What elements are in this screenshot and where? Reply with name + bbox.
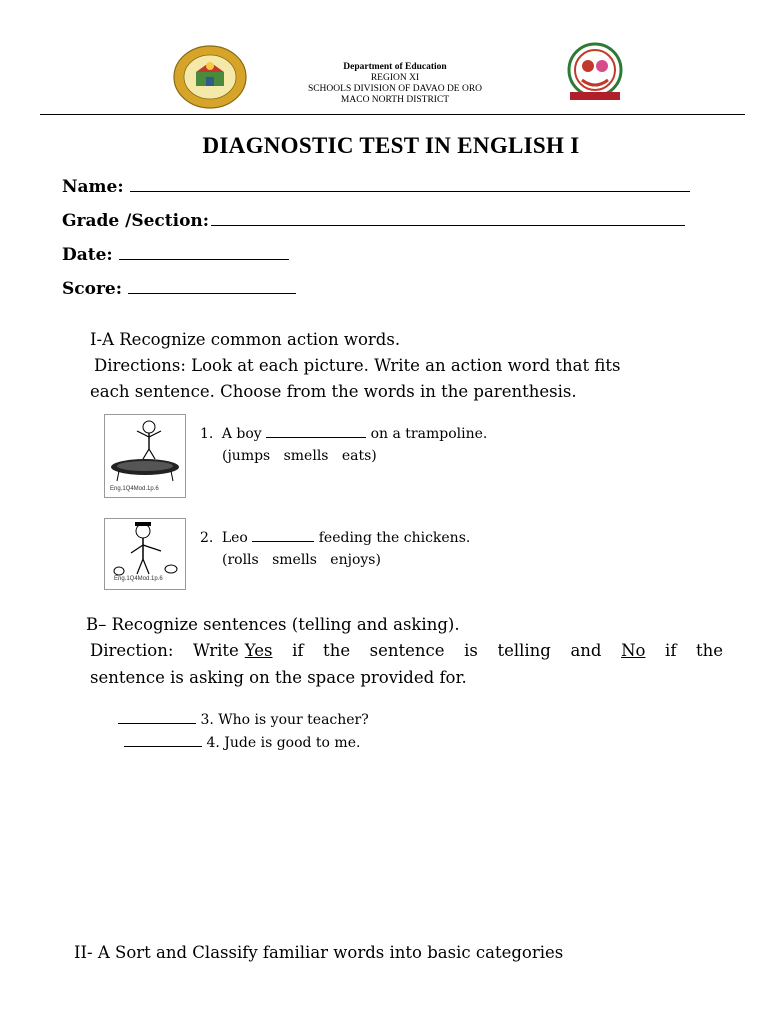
question-3 [118, 711, 369, 728]
question-2-choices: (rolls smells enjoys) [222, 552, 381, 568]
division-seal-logo [172, 44, 248, 110]
date-label: Date: [62, 245, 113, 265]
question-3-text: 3. Who is your teacher? [200, 712, 369, 728]
question-1-choices: (jumps smells eats) [222, 448, 377, 464]
question-1-blank[interactable] [266, 425, 366, 438]
score-label: Score: [62, 279, 123, 299]
header-region: REGION XI [370, 73, 420, 83]
section-b-directions-line1 [90, 641, 723, 660]
picture1-caption: Eng.1Q4Mod.1p.6 [110, 486, 159, 492]
date-blank[interactable] [119, 245, 289, 260]
question-1-text-a: A boy [221, 426, 262, 442]
question-4-text: 4. Jude is good to me. [206, 735, 361, 751]
question-2-text-a: Leo [221, 530, 248, 546]
score-blank[interactable] [128, 279, 296, 294]
section-1a-heading: I-A Recognize common action words. [90, 330, 401, 349]
date-field [62, 245, 289, 265]
score-field [62, 279, 296, 299]
question-2-text-b: feeding the chickens. [318, 530, 471, 546]
letterhead [260, 62, 530, 106]
section-2-heading: II- A Sort and Classify familiar words into basic categories [74, 943, 564, 962]
name-field [62, 177, 690, 197]
header-district: MACO NORTH DISTRICT [340, 95, 450, 105]
district-logo [552, 40, 638, 110]
header-division: SCHOOLS DIVISION OF DAVAO DE ORO [307, 84, 483, 94]
question-4 [124, 734, 360, 751]
direction-text-a: Direction: Write [90, 641, 239, 660]
section-1a-directions-line2: each sentence. Choose from the words in the parenthesis. [90, 382, 577, 401]
question-2 [200, 529, 470, 546]
name-label: Name: [62, 177, 124, 197]
grade-section-blank[interactable] [211, 211, 685, 226]
grade-section-field [62, 211, 685, 231]
direction-text-b: if the sentence is telling and [292, 641, 602, 660]
picture2-caption: Eng.1Q4Mod.1p.6 [114, 576, 163, 582]
section-b-directions-line2: sentence is asking on the space provided for. [90, 668, 467, 687]
question-2-number: 2. [200, 530, 214, 546]
direction-yes: Yes [244, 641, 273, 660]
header-department: Department of Education [343, 62, 447, 72]
section-1a-directions-line1: Directions: Look at each picture. Write an action word that fits [94, 356, 621, 375]
question-1 [200, 425, 487, 442]
question-4-blank[interactable] [124, 734, 202, 747]
question-2-blank[interactable] [252, 529, 314, 542]
question-1-number: 1. [200, 426, 214, 442]
question-1-text-b: on a trampoline. [370, 426, 488, 442]
question-3-blank[interactable] [118, 711, 196, 724]
section-b-heading: B– Recognize sentences (telling and asking). [86, 615, 460, 634]
header-divider [40, 114, 745, 115]
direction-text-c: if the [665, 641, 724, 660]
page-title: DIAGNOSTIC TEST IN ENGLISH I [202, 133, 580, 158]
grade-section-label: Grade /Section: [62, 211, 210, 231]
name-blank[interactable] [130, 177, 690, 192]
direction-no: No [621, 641, 646, 660]
